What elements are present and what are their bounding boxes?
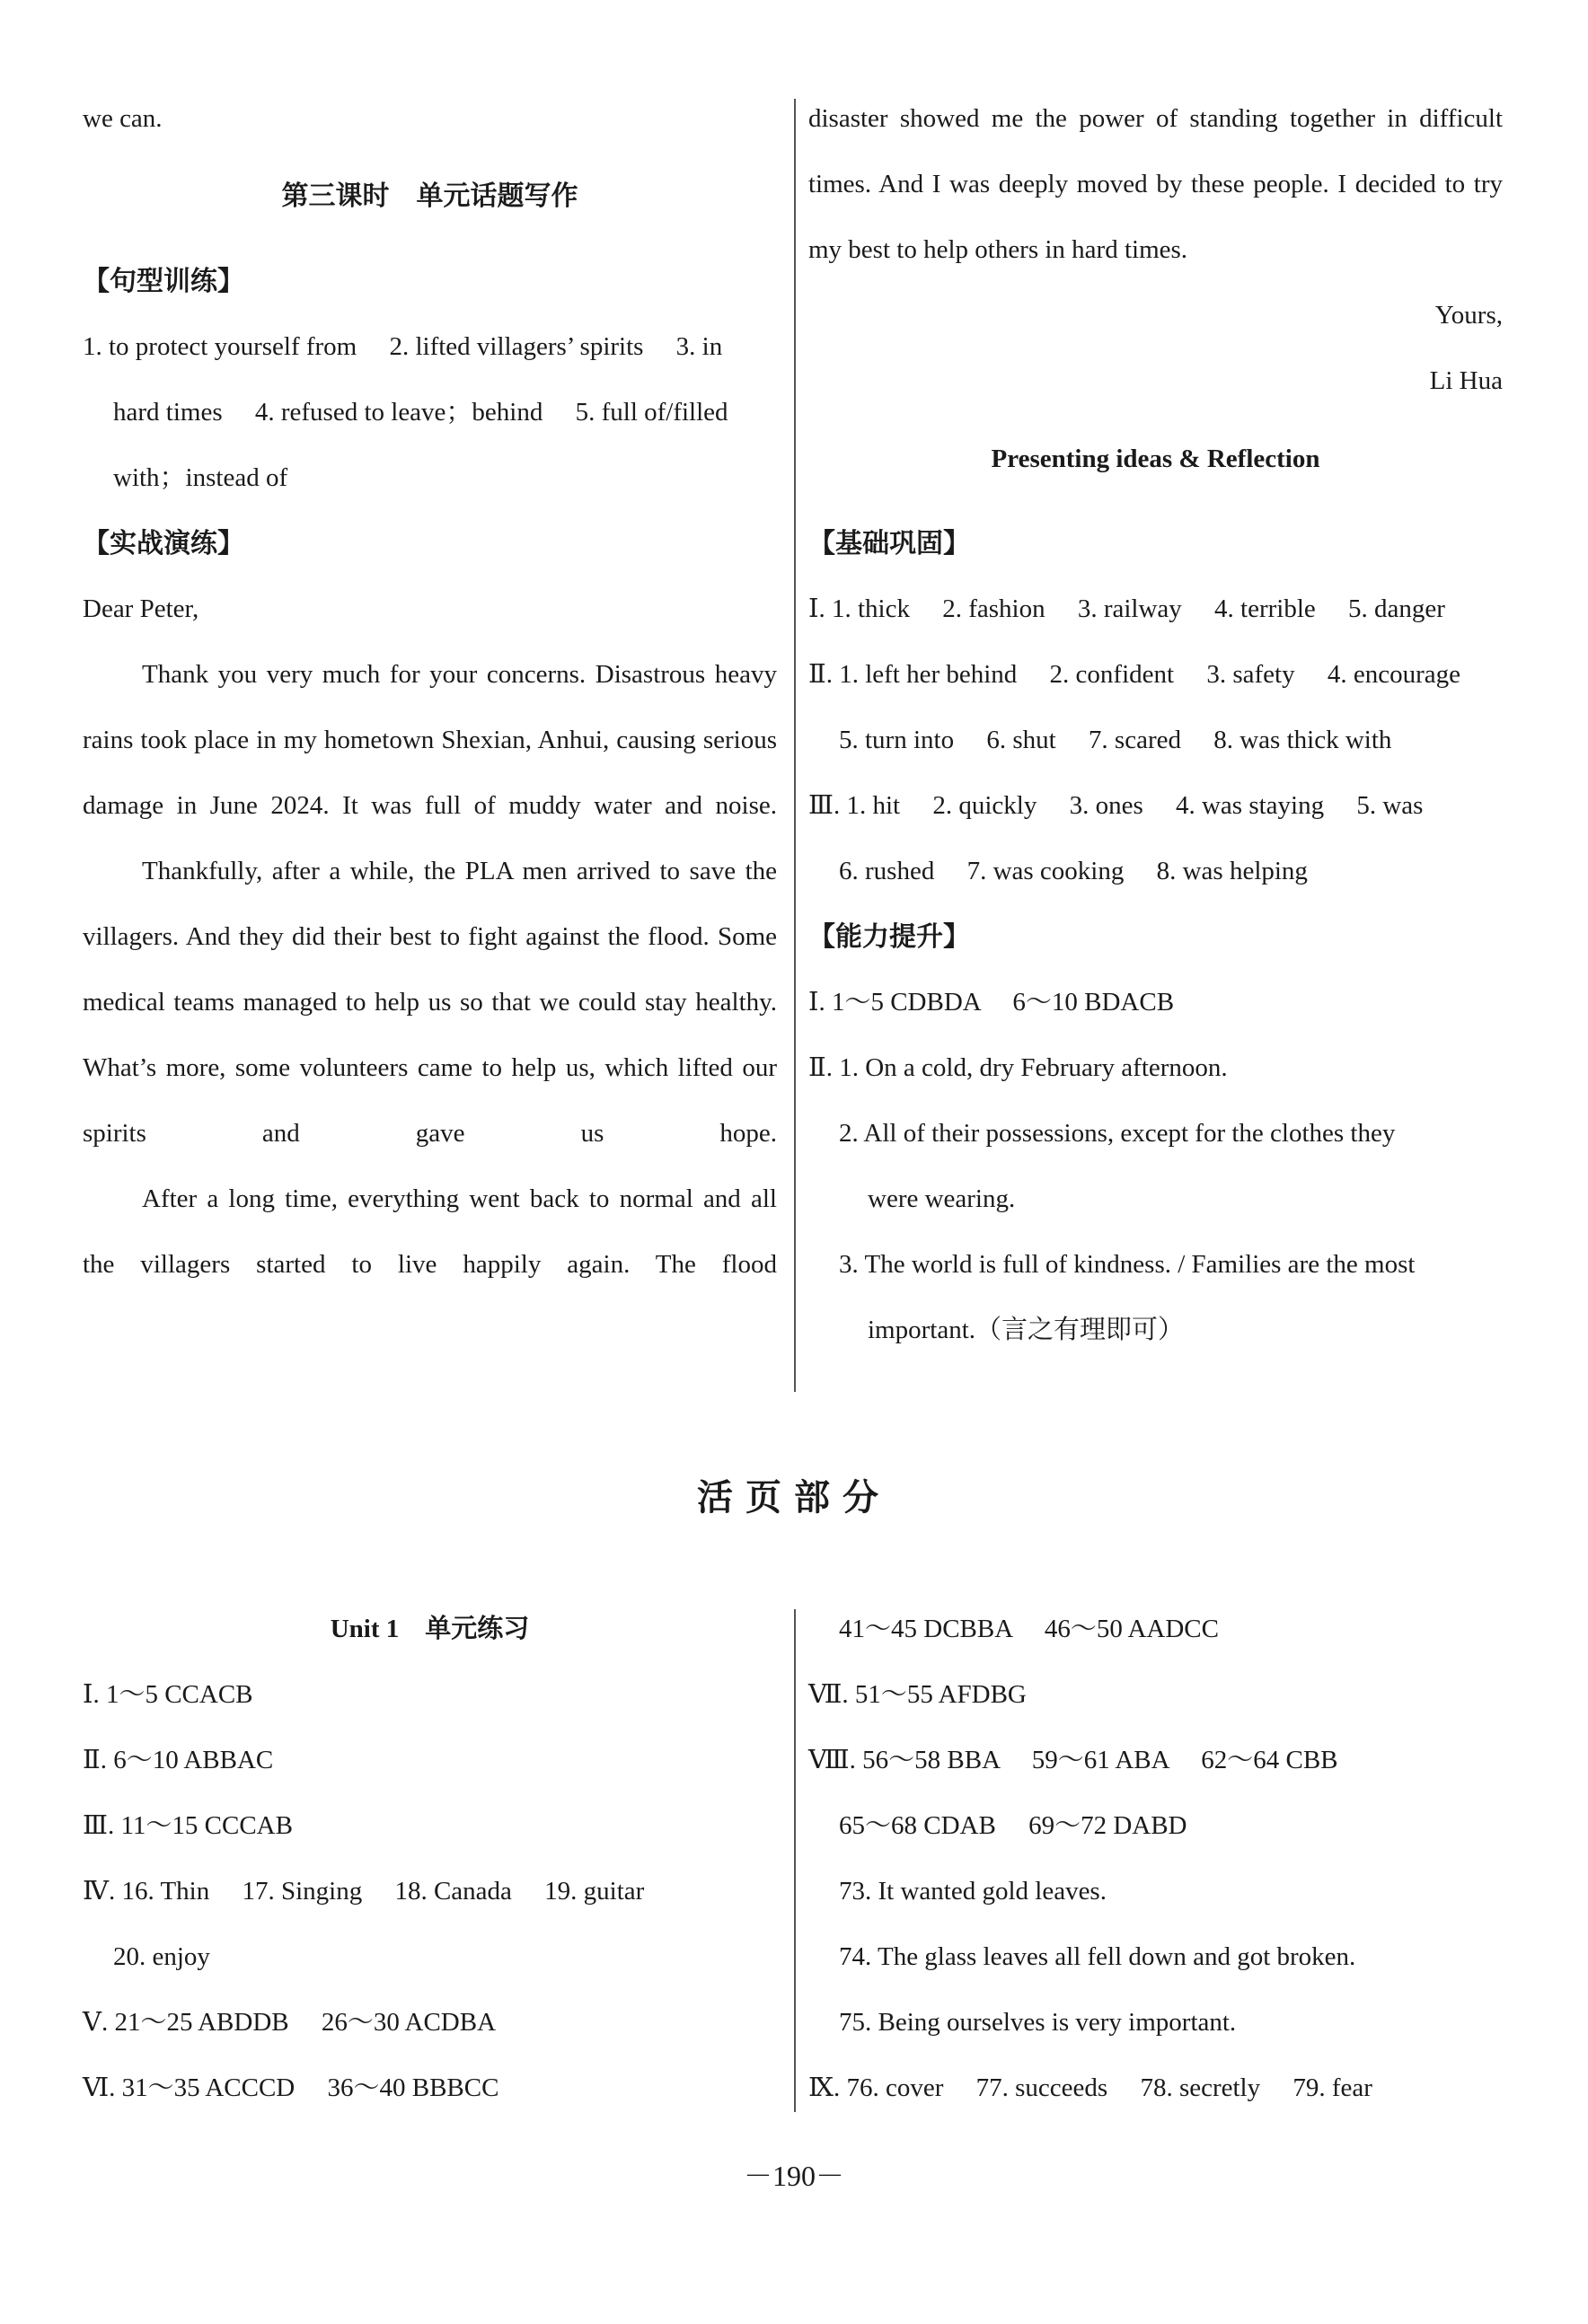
answer-line: 41～45 DCBBA 46～50 AADCC [839, 1615, 1219, 1643]
answer-line: 2. All of their possessions, except for the clothes they [839, 1119, 1396, 1148]
answer-line: Ⅳ. 16. Thin 17. Singing 18. Canada 19. guitar [83, 1877, 645, 1906]
answer-line: hard times 4. refused to leave；behind 5. full of/filled [113, 398, 728, 427]
answer-line: with；instead of [113, 463, 288, 492]
answer-line: Ⅲ. 11～15 CCCAB [83, 1811, 293, 1840]
answer-line: Ⅶ. 51～55 AFDBG [808, 1680, 1027, 1709]
answer-line: Ⅷ. 56～58 BBA 59～61 ABA 62～64 CBB [808, 1746, 1338, 1774]
answer-line: 20. enjoy [113, 1942, 210, 1971]
section-heading-sentence-training: 【句型训练】 [83, 266, 244, 297]
section-heading-practice: 【实战演练】 [83, 528, 244, 559]
letter-paragraph: Thank you very much for your concerns. Disastrous heavy rains took place in my hometown Shexian, Anhui, causing serious damage in June 2024. It was full of muddy water and noise. [83, 660, 777, 820]
answer-line: Ⅱ. 1. left her behind 2. confident 3. safety 4. encourage [808, 660, 1460, 689]
answer-line: 1. to protect yourself from 2. lifted villagers’ spirits 3. in [83, 332, 723, 361]
top-left-column [83, 86, 777, 1298]
letter-paragraph: After a long time, everything went back to normal and all the villagers started to live happily again. The flood [83, 1184, 777, 1279]
letter-greeting: Dear Peter, [83, 594, 199, 623]
unit-heading: Unit 1 单元练习 [330, 1615, 530, 1643]
column-divider [794, 1609, 796, 2112]
letter-paragraph: Thankfully, after a while, the PLA men arrived to save the villagers. And they did their best to fight against the flood. Some medical teams managed to help us so that we could stay healthy. What’s more, some volunteers came to help us, which lifted our spirits and gave us hope. [83, 857, 777, 1148]
answer-line: Ⅵ. 31～35 ACCCD 36～40 BBBCC [83, 2073, 499, 2102]
top-right-column [808, 86, 1503, 1363]
answer-line: Ⅱ. 1. On a cold, dry February afternoon. [808, 1053, 1228, 1082]
bottom-left-column [83, 1597, 777, 2121]
page-number: －190－ [743, 2160, 844, 2192]
answer-line: Ⅴ. 21～25 ABDDB 26～30 ACDBA [83, 2008, 497, 2037]
answer-line: important.（言之有理即可） [868, 1316, 1185, 1344]
answer-line: 74. The glass leaves all fell down and got broken. [839, 1942, 1356, 1971]
column-divider [794, 99, 796, 1392]
letter-closing: Yours, [1434, 301, 1503, 330]
section-heading-ability: 【能力提升】 [808, 921, 970, 953]
answer-line: 73. It wanted gold leaves. [839, 1877, 1107, 1906]
answer-line: Ⅰ. 1～5 CDBDA 6～10 BDACB [808, 988, 1175, 1017]
answer-line: 5. turn into 6. shut 7. scared 8. was thick with [839, 726, 1392, 754]
section-heading-presenting: Presenting ideas & Reflection [991, 445, 1320, 473]
lesson-title: 第三课时 单元话题写作 [281, 180, 578, 212]
answer-line: Ⅲ. 1. hit 2. quickly 3. ones 4. was staying 5. was [808, 791, 1424, 820]
answer-line: Ⅰ. 1. thick 2. fashion 3. railway 4. terrible 5. danger [808, 594, 1445, 623]
answer-line: were wearing. [868, 1184, 1016, 1213]
section-heading-basics: 【基础巩固】 [808, 528, 970, 559]
letter-signature: Li Hua [1429, 366, 1503, 395]
answer-line: 65～68 CDAB 69～72 DABD [839, 1811, 1187, 1840]
answer-line: 75. Being ourselves is very important. [839, 2008, 1237, 2037]
answer-line: Ⅰ. 1～5 CCACB [83, 1680, 253, 1709]
letter-paragraph: disaster showed me the power of standing together in difficult times. And I was deeply moved by these people. I decided to try my best to help others in hard times. [808, 104, 1503, 264]
answer-line: Ⅱ. 6～10 ABBAC [83, 1746, 274, 1774]
bottom-right-column [808, 1597, 1503, 2121]
answer-line: 3. The world is full of kindness. / Families are the most [839, 1250, 1416, 1279]
answer-line: 6. rushed 7. was cooking 8. was helping [839, 857, 1308, 885]
section-title: 活页部分 [697, 1477, 891, 1519]
lead-text: we can. [83, 104, 163, 133]
answer-line: Ⅸ. 76. cover 77. succeeds 78. secretly 79. fear [808, 2073, 1372, 2102]
